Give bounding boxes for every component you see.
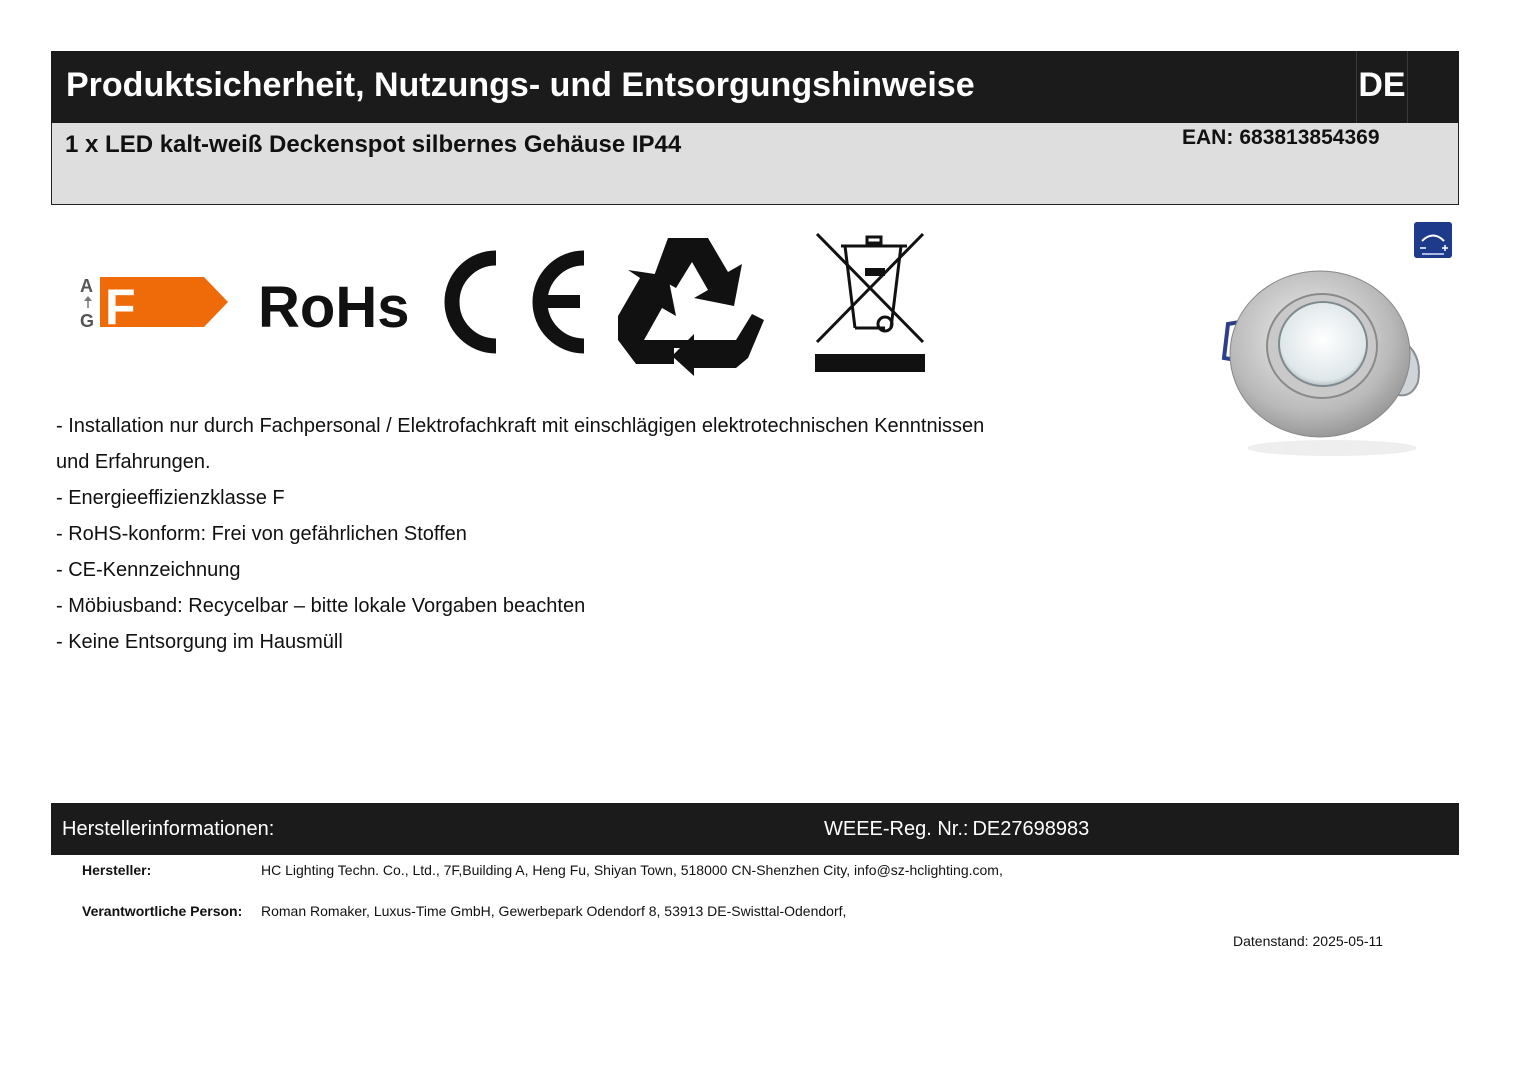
- responsible-person-value: Roman Romaker, Luxus-Time GmbH, Gewerbepark Odendorf 8, 53913 DE-Swisttal-Odendorf,: [261, 903, 847, 919]
- note-line: - Möbiusband: Recycelbar – bitte lokale Vorgaben beachten: [56, 595, 586, 617]
- recycling-icon: [616, 230, 766, 376]
- rohs-icon: [258, 274, 410, 336]
- manufacturer-key: Hersteller:: [82, 862, 152, 878]
- dimmable-icon: [1414, 222, 1452, 258]
- data-date-value: 2025-05-11: [1312, 933, 1384, 949]
- note-line: - Keine Entsorgung im Hausmüll: [56, 631, 343, 653]
- safety-notes: [56, 408, 1136, 660]
- note-line: - Energieeffizienzklasse F: [56, 487, 285, 509]
- note-line: - RoHS-konform: Frei von gefährlichen Stoffen: [56, 523, 467, 545]
- energy-scale-top: A: [80, 276, 93, 296]
- note-line: - Installation nur durch Fachpersonal / Elektrofachkraft mit einschlägigen elektrotechnischen Kenntnissen: [56, 415, 985, 437]
- responsible-person-key: Verantwortliche Person:: [82, 903, 243, 919]
- product-name: 1 x LED kalt-weiß Deckenspot silbernes Gehäuse IP44: [65, 131, 682, 158]
- ean-value: 683813854369: [1239, 126, 1380, 149]
- note-line: und Erfahrungen.: [56, 451, 211, 473]
- manufacturer-section-label: Herstellerinformationen:: [62, 818, 275, 840]
- weee-bin-icon: [815, 232, 927, 374]
- manufacturer-value: HC Lighting Techn. Co., Ltd., 7F,Building A, Heng Fu, Shiyan Town, 518000 CN-Shenzhen City, info@sz-hclighting.com,: [261, 862, 1003, 878]
- product-photo: [1220, 262, 1435, 457]
- ean: [1182, 126, 1380, 150]
- language-badge: DE: [1356, 51, 1408, 123]
- manufacturer-bar: [51, 803, 1459, 855]
- weee-label: WEEE-Reg. Nr.:: [824, 818, 969, 840]
- product-bar: [51, 123, 1459, 205]
- rohs-text: RoHs: [258, 275, 410, 336]
- energy-scale-bottom: G: [80, 311, 95, 330]
- data-date: [1233, 933, 1383, 949]
- note-line: - CE-Kennzeichnung: [56, 559, 241, 581]
- energy-label-icon: [78, 274, 230, 330]
- weee-registration: [824, 818, 1089, 841]
- data-date-label: Datenstand:: [1233, 933, 1309, 949]
- weee-number: DE27698983: [972, 818, 1090, 840]
- page-title: Produktsicherheit, Nutzungs- und Entsorgungshinweise: [66, 66, 975, 104]
- title-bar: [51, 51, 1459, 123]
- energy-class-letter: F: [105, 279, 136, 330]
- ean-label: EAN:: [1182, 126, 1234, 149]
- ce-mark-icon: [438, 248, 588, 356]
